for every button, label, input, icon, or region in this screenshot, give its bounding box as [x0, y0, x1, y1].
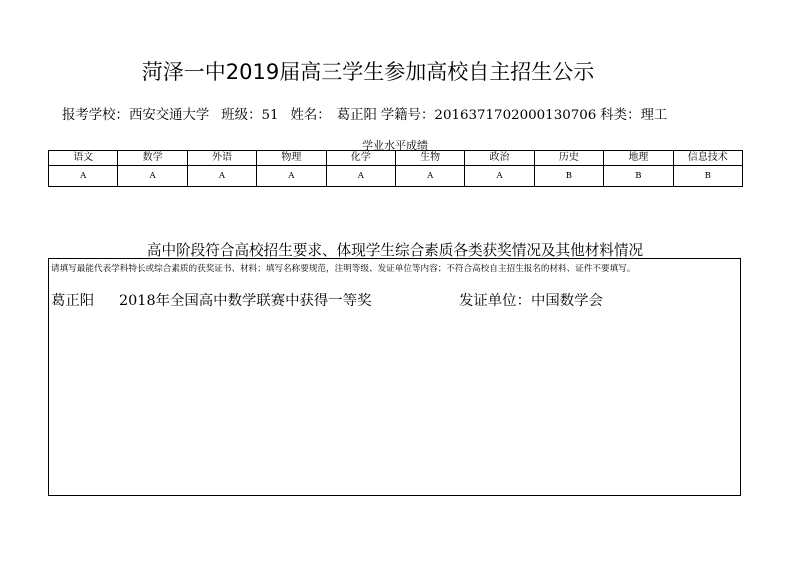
student-info-line	[62, 104, 667, 123]
track-value: 理工	[640, 108, 668, 123]
score-cell: A	[118, 166, 187, 187]
award-entry	[51, 289, 603, 310]
subject-header: 地理	[604, 151, 673, 166]
school-value: 西安交通大学	[128, 108, 210, 123]
awards-instructions: 请填写最能代表学科特长或综合素质的获奖证书、材料；填写名称要规范，注明等级、发证单位等内容；不符合高校自主招生报名的材料、证件不要填写。	[51, 264, 636, 274]
grades-score-row	[49, 166, 743, 187]
score-cell: B	[534, 166, 603, 187]
subject-header: 信息技术	[673, 151, 742, 166]
subject-header: 政治	[465, 151, 534, 166]
grades-table	[48, 150, 743, 187]
name-value: 葛正阳	[336, 108, 377, 123]
score-cell: A	[187, 166, 256, 187]
track-label: 科类：	[600, 108, 641, 123]
score-cell: A	[257, 166, 326, 187]
score-cell: A	[326, 166, 395, 187]
school-label: 报考学校：	[62, 108, 129, 123]
subject-header: 化学	[326, 151, 395, 166]
award-student-name: 葛正阳	[51, 293, 95, 309]
grades-caption: 学业水平成绩	[362, 139, 428, 152]
subject-header: 语文	[49, 151, 118, 166]
subject-header: 外语	[187, 151, 256, 166]
class-value: 51	[261, 108, 279, 123]
score-cell: B	[673, 166, 742, 187]
score-cell: A	[395, 166, 464, 187]
subject-header: 数学	[118, 151, 187, 166]
class-label: 班级：	[221, 108, 262, 123]
awards-heading: 高中阶段符合高校招生要求、体现学生综合素质各类获奖情况及其他材料情况	[146, 242, 644, 259]
subject-header: 物理	[257, 151, 326, 166]
awards-box	[48, 258, 741, 496]
score-cell: A	[465, 166, 534, 187]
student-id-value: 2016371702000130706	[434, 108, 597, 123]
subject-header: 生物	[395, 151, 464, 166]
grades-header-row	[49, 151, 743, 166]
award-issuer: 发证单位：中国数学会	[459, 293, 603, 309]
page-title: 菏泽一中2019届高三学生参加高校自主招生公示	[141, 60, 595, 84]
score-cell: A	[49, 166, 118, 187]
student-id-label: 学籍号：	[380, 108, 435, 123]
subject-header: 历史	[534, 151, 603, 166]
score-cell: B	[604, 166, 673, 187]
award-description: 2018年全国高中数学联赛中获得一等奖	[119, 293, 372, 309]
name-label: 姓名：	[290, 108, 331, 123]
